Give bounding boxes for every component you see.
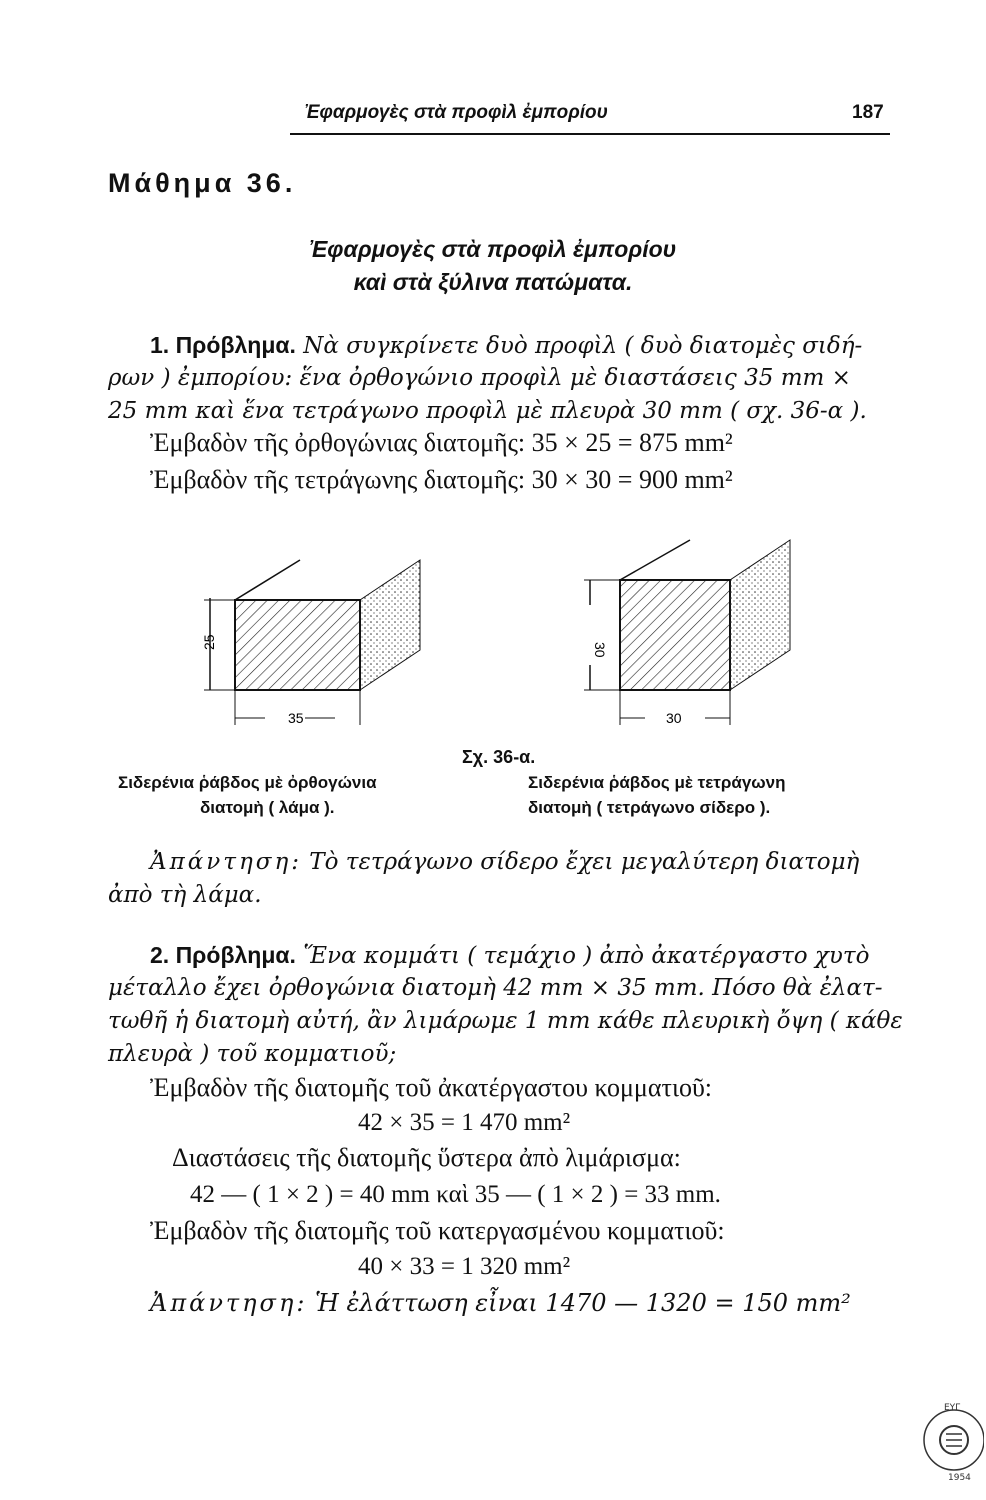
problem-label: 2. Πρόβλημα. xyxy=(150,942,296,968)
header-rule xyxy=(290,133,890,135)
problem-text: Νὰ συγκρίνετε δυὸ προφὶλ ( δυὸ διατομὲς σιδή- xyxy=(303,333,863,359)
lesson-subtitle: Ἐφαρμογὲς στὰ προφὶλ ἐμπορίου xyxy=(309,236,677,262)
problem-label: 1. Πρόβλημα. xyxy=(150,332,296,358)
answer-text: Τὸ τετράγωνο σίδερο ἔχει μεγαλύτερη διατομὴ xyxy=(309,849,860,875)
flat-bar-drawing xyxy=(204,560,420,725)
problem-text: πλευρὰ ) τοῦ κομματιοῦ; xyxy=(108,1041,397,1067)
running-title: Ἐφαρμογὲς στὰ προφὶλ ἐμπορίου xyxy=(305,102,608,123)
calculation: 42 × 35 = 1 470 mm² xyxy=(358,1109,571,1136)
calculation: 40 × 33 = 1 320 mm² xyxy=(358,1253,571,1280)
dimension-label: 25 xyxy=(201,634,217,650)
problem-text: τωθῆ ἡ διατομὴ αὐτή, ἂν λιμάρωμε 1 mm κάθε πλευρικὴ ὄψη ( κάθε xyxy=(108,1008,903,1034)
problem-text: 25 mm καὶ ἕνα τετράγωνο προφὶλ μὲ πλευρὰ 30 mm ( σχ. 36-α ). xyxy=(108,398,867,424)
dimension-label: 30 xyxy=(666,710,682,726)
answer-label: Ἀπάντηση: xyxy=(150,1289,308,1317)
calculation: 42 — ( 1 × 2 ) = 40 mm καὶ 35 — ( 1 × 2 ) = 33 mm. xyxy=(190,1181,721,1208)
page-number: 187 xyxy=(852,102,884,123)
solution-step: Διαστάσεις τῆς διατομῆς ὕστερα ἀπὸ λιμάρισμα: xyxy=(172,1143,681,1172)
dimension-label: 30 xyxy=(592,642,608,658)
caption-left: διατομὴ ( λάμα ). xyxy=(200,798,335,817)
foundation-stamp xyxy=(918,1398,984,1484)
problem-text: μέταλλο ἔχει ὀρθογώνια διατομὴ 42 mm × 35 mm. Πόσο θὰ ἐλατ- xyxy=(108,975,883,1001)
figure-36a xyxy=(190,530,810,740)
square-bar-drawing xyxy=(584,540,790,725)
lesson-subtitle-2: καὶ στὰ ξύλινα πατώματα. xyxy=(353,269,633,295)
dimension-label: 35 xyxy=(288,710,304,726)
answer-2 xyxy=(150,1288,851,1318)
figure-label: Σχ. 36-α. xyxy=(462,747,536,767)
svg-text:ΕΥΓ: ΕΥΓ xyxy=(944,1403,961,1413)
caption-right: Σιδερένια ῥάβδος μὲ τετράγωνη xyxy=(528,773,786,792)
problem-text: ρων ) ἐμπορίου: ἕνα ὀρθογώνιο προφὶλ μὲ διαστάσεις 35 mm × xyxy=(108,365,851,391)
answer-text: ἀπὸ τὴ λάμα. xyxy=(108,882,262,908)
answer-1 xyxy=(150,847,859,877)
calculation: Ἐμβαδὸν τῆς ὀρθογώνιας διατομῆς: 35 × 25 = 875 mm² xyxy=(150,428,733,457)
calculation: Ἐμβαδὸν τῆς τετράγωνης διατομῆς: 30 × 30 = 900 mm² xyxy=(150,465,733,494)
svg-text:1954: 1954 xyxy=(948,1473,971,1483)
problem-text: Ἕνα κομμάτι ( τεμάχιο ) ἀπὸ ἀκατέργαστο χυτὸ xyxy=(303,943,870,969)
answer-label: Ἀπάντηση: xyxy=(150,849,302,875)
solution-step: Ἐμβαδὸν τῆς διατομῆς τοῦ ἀκατέργαστου κομματιοῦ: xyxy=(150,1073,713,1102)
solution-step: Ἐμβαδὸν τῆς διατομῆς τοῦ κατεργασμένου κομματιοῦ: xyxy=(150,1216,725,1245)
caption-right: διατομὴ ( τετράγωνο σίδερο ). xyxy=(528,798,771,817)
caption-left: Σιδερένια ῥάβδος μὲ ὀρθογώνια xyxy=(118,773,377,792)
lesson-title: Μάθημα 36. xyxy=(108,168,297,198)
answer-text: Ἡ ἐλάττωση εἶναι 1470 — 1320 = 150 mm² xyxy=(315,1289,851,1317)
